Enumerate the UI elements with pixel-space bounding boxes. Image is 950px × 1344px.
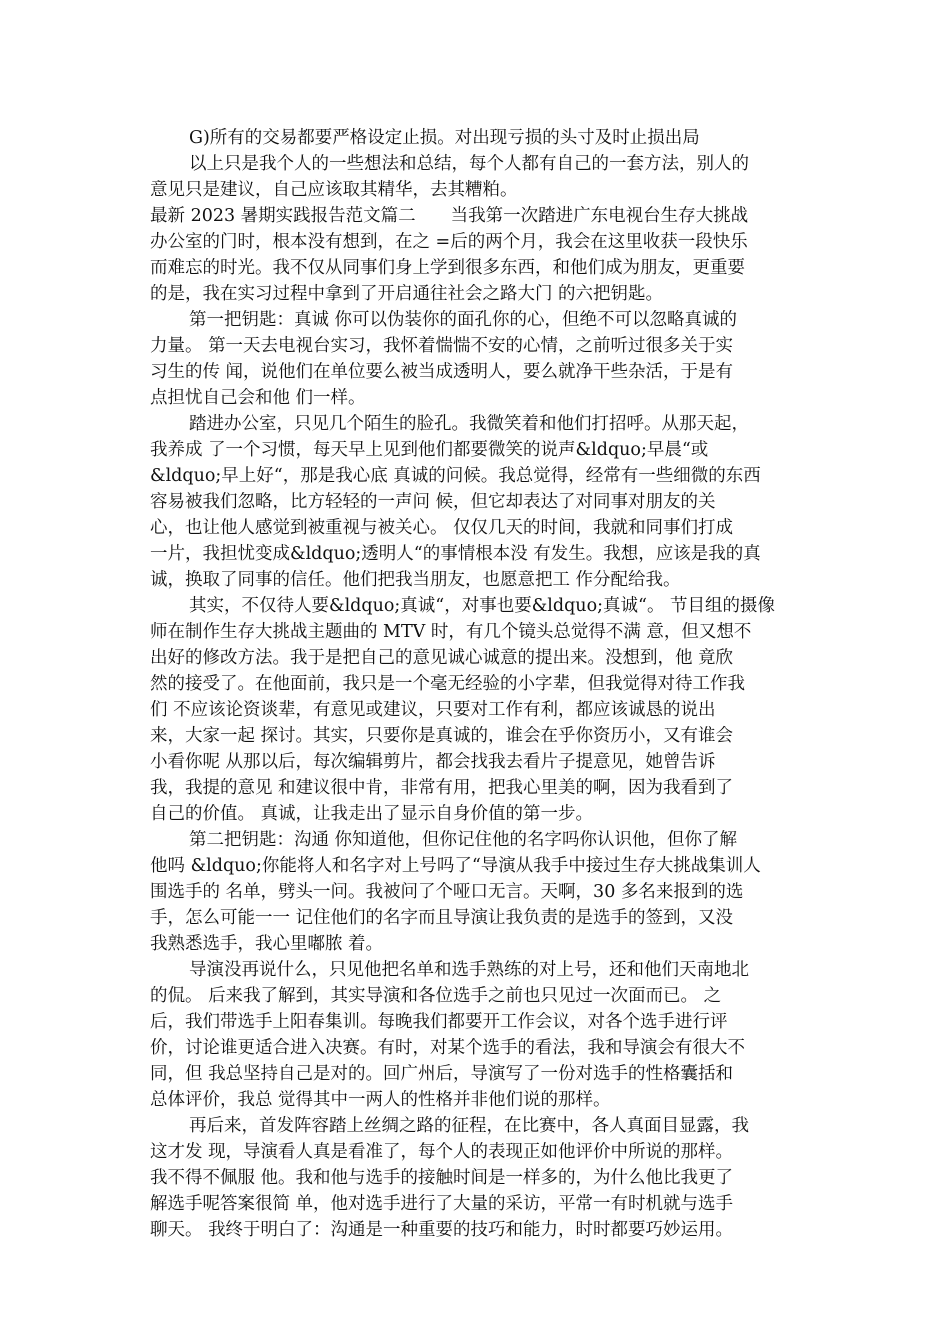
text-line: 们 不应该论资谈辈，有意见或建议，只要对工作有利，都应该诚恳的说出 bbox=[150, 700, 716, 720]
text-line: 出好的修改方法。我于是把自己的意见诚心诚意的提出来。没想到，他 竟欣 bbox=[150, 648, 734, 668]
text-line: 第一把钥匙：真诚 你可以伪装你的面孔你的心，但绝不可以忽略真诚的 bbox=[189, 310, 738, 330]
text-line: 价，讨论谁更适合进入决赛。有时，对某个选手的看法，我和导演会有很大不 bbox=[150, 1038, 745, 1058]
text-line: 办公室的门时，根本没有想到，在之 =后的两个月，我会在这里收获一段快乐 bbox=[150, 232, 748, 252]
text-line: 的是，我在实习过程中拿到了开启通往社会之路大门 的六把钥匙。 bbox=[150, 284, 664, 304]
text-line: 一片，我担忧变成&ldquo;透明人“的事情根本没 有发生。我想，应该是我的真 bbox=[150, 544, 761, 564]
text-line: 然的接受了。在他面前，我只是一个毫无经验的小字辈，但我觉得对待工作我 bbox=[150, 674, 745, 694]
text-line: 容易被我们忽略，比方轻轻的一声问 候，但它却表达了对同事对朋友的关 bbox=[150, 492, 716, 512]
text-line: 来，大家一起 探讨。其实，只要你是真诚的，谁会在乎你资历小，又有谁会 bbox=[150, 726, 734, 746]
text-line: 聊天。 我终于明白了：沟通是一种重要的技巧和能力，时时都要巧妙运用。 bbox=[150, 1220, 734, 1240]
text-line: 习生的传 闻，说他们在单位要么被当成透明人，要么就净干些杂活，于是有 bbox=[150, 362, 734, 382]
text-line: 这才发 现，导演看人真是看准了，每个人的表现正如他评价中所说的那样。 bbox=[150, 1142, 734, 1162]
text-line: 围选手的 名单，劈头一问。我被问了个哑口无言。天啊，30 多名来报到的选 bbox=[150, 882, 744, 902]
text-line: 总体评价，我总 觉得其中一两人的性格并非他们说的那样。 bbox=[150, 1090, 611, 1110]
text-line: 自己的价值。 真诚，让我走出了显示自身价值的第一步。 bbox=[150, 804, 594, 824]
text-line: 意见只是建议，自己应该取其精华，去其糟粕。 bbox=[150, 180, 518, 200]
text-line: 其实，不仅待人要&ldquo;真诚“，对事也要&ldquo;真诚“。 节目组的摄像 bbox=[189, 596, 776, 616]
text-line: 同，但 我总坚持自己是对的。回广州后，导演写了一份对选手的性格囊括和 bbox=[150, 1064, 734, 1084]
text-line: 心，也让他人感觉到被重视与被关心。 仅仅几天的时间，我就和同事们打成 bbox=[150, 518, 734, 538]
text-line: G)所有的交易都要严格设定止损。对出现亏损的头寸及时止损出局 bbox=[189, 128, 700, 148]
text-line: 踏进办公室，只见几个陌生的脸孔。我微笑着和他们打招呼。从那天起， bbox=[189, 414, 749, 434]
text-line: 点担忧自己会和他 们一样。 bbox=[150, 388, 366, 408]
text-line: 他吗 &ldquo;你能将人和名字对上号吗了“导演从我手中接过生存大挑战集训人 bbox=[150, 856, 761, 876]
text-line: 手，怎么可能一一 记住他们的名字而且导演让我负责的是选手的签到，又没 bbox=[150, 908, 734, 928]
text-line: 诚，换取了同事的信任。他们把我当朋友，也愿意把工 作分配给我。 bbox=[150, 570, 681, 590]
text-line: 导演没再说什么，只见他把名单和选手熟练的对上号，还和他们天南地北 bbox=[189, 960, 749, 980]
text-line: 再后来，首发阵容踏上丝绸之路的征程，在比赛中，各人真面目显露，我 bbox=[189, 1116, 749, 1136]
text-line: 的侃。 后来我了解到，其实导演和各位选手之前也只见过一次面而已。 之 bbox=[150, 986, 722, 1006]
text-line: 以上只是我个人的一些想法和总结，每个人都有自己的一套方法，别人的 bbox=[189, 154, 749, 174]
text-line: 而难忘的时光。我不仅从同事们身上学到很多东西，和他们成为朋友，更重要 bbox=[150, 258, 745, 278]
text-line: 解选手呢答案很简 单，他对选手进行了大量的采访，平常一有时机就与选手 bbox=[150, 1194, 734, 1214]
text-line: 我，我提的意见 和建议很中肯，非常有用，把我心里美的啊，因为我看到了 bbox=[150, 778, 734, 798]
text-line: &ldquo;早上好“，那是我心底 真诚的问候。我总觉得，经常有一些细微的东西 bbox=[150, 466, 761, 486]
text-line: 我熟悉选手，我心里嘟脓 着。 bbox=[150, 934, 384, 954]
text-line: 小看你呢 从那以后，每次编辑剪片，都会找我去看片子提意见，她曾告诉 bbox=[150, 752, 716, 772]
text-line: 我不得不佩服 他。我和他与选手的接触时间是一样多的，为什么他比我更了 bbox=[150, 1168, 734, 1188]
text-line: 力量。 第一天去电视台实习，我怀着惴惴不安的心情，之前听过很多关于实 bbox=[150, 336, 734, 356]
text-line: 最新 2023 暑期实践报告范文篇二 当我第一次踏进广东电视台生存大挑战 bbox=[150, 206, 749, 226]
text-line: 后，我们带选手上阳春集训。每晚我们都要开工作会议，对各个选手进行评 bbox=[150, 1012, 728, 1032]
text-line: 师在制作生存大挑战主题曲的 MTV 时，有几个镜头总觉得不满 意，但又想不 bbox=[150, 622, 752, 642]
text-line: 第二把钥匙：沟通 你知道他，但你记住他的名字吗你认识他，但你了解 bbox=[189, 830, 738, 850]
text-line: 我养成 了一个习惯，每天早上见到他们都要微笑的说声&ldquo;早晨“或 bbox=[150, 440, 709, 460]
